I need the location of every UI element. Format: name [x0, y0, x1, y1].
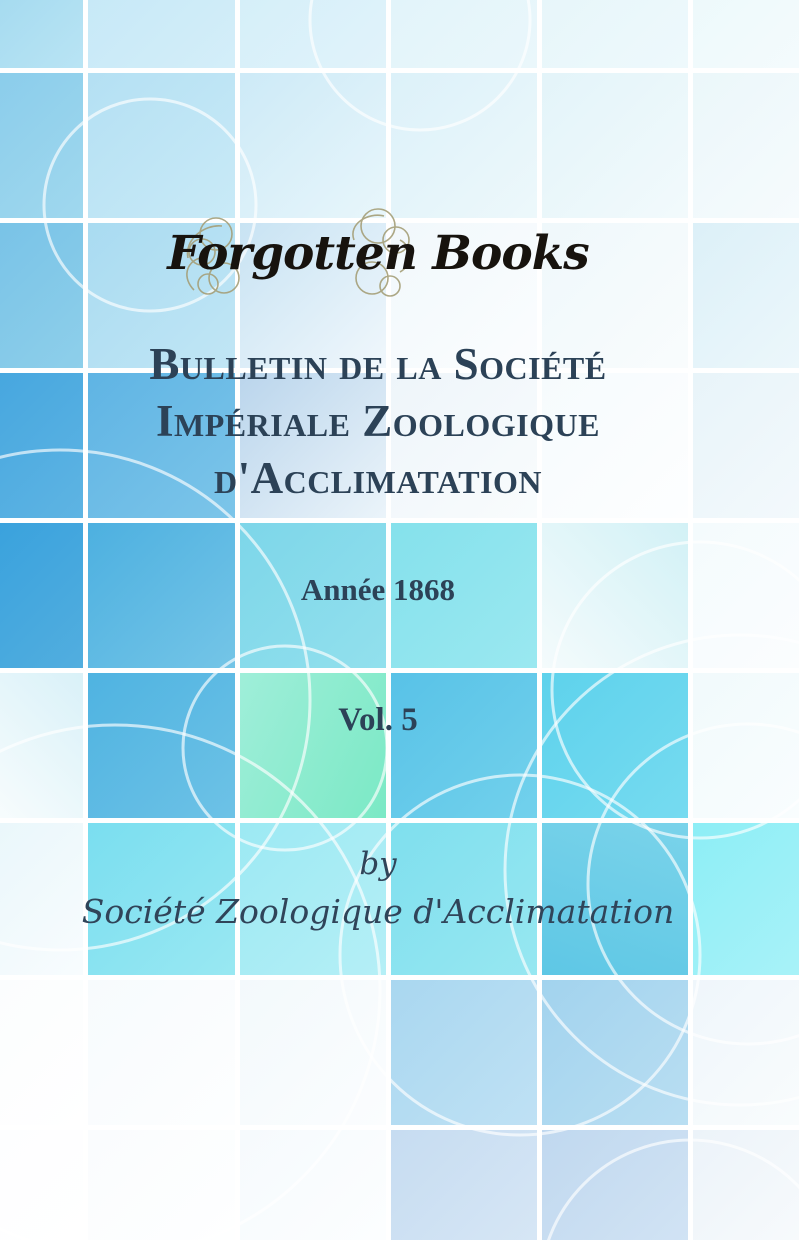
bg-cell-r0-c1 — [88, 0, 235, 68]
bg-cell-r7-c1 — [88, 980, 235, 1125]
bg-cell-r3-c4 — [542, 373, 688, 518]
bg-cell-r6-c4 — [542, 823, 688, 975]
bg-cell-r5-c2 — [240, 673, 386, 818]
bg-cell-r5-c3 — [391, 673, 537, 818]
bg-cell-r1-c4 — [542, 73, 688, 218]
bg-cell-r6-c2 — [240, 823, 386, 975]
bg-cell-r7-c4 — [542, 980, 688, 1125]
bg-cell-r3-c2 — [240, 373, 386, 518]
bg-cell-r8-c3 — [391, 1130, 537, 1240]
volume-label: Vol. 5 — [338, 702, 418, 738]
bg-cell-r0-c4 — [542, 0, 688, 68]
bg-cell-r0-c5 — [693, 0, 799, 68]
bg-cell-r2-c4 — [542, 223, 688, 368]
bg-cell-r3-c3 — [391, 373, 537, 518]
bg-cell-r6-c3 — [391, 823, 537, 975]
book-subtitle: Année 1868 — [300, 572, 456, 607]
bg-cell-r0-c0 — [0, 0, 83, 68]
bg-cell-r4-c4 — [542, 523, 688, 668]
bg-cell-r2-c1 — [88, 223, 235, 368]
bg-cell-r4-c0 — [0, 523, 83, 668]
author-name: Société Zoologique d'Acclimatation — [81, 892, 675, 931]
bg-cell-r1-c1 — [88, 73, 235, 218]
publisher-logo-text: Forgotten Books — [167, 226, 589, 281]
bg-cell-r3-c1 — [88, 373, 235, 518]
bg-cell-r3-c0 — [0, 373, 83, 518]
bg-cell-r4-c1 — [88, 523, 235, 668]
bg-cell-r8-c1 — [88, 1130, 235, 1240]
bg-cell-r7-c0 — [0, 980, 83, 1125]
bg-cell-r1-c5 — [693, 73, 799, 218]
bg-cell-r2-c3 — [391, 223, 537, 368]
bg-cell-r3-c5 — [693, 373, 799, 518]
byline-word: by — [359, 846, 397, 882]
bg-cell-r1-c0 — [0, 73, 83, 218]
bg-cell-r5-c4 — [542, 673, 688, 818]
bg-cell-r4-c5 — [693, 523, 799, 668]
bg-cell-r1-c3 — [391, 73, 537, 218]
bg-cell-r7-c2 — [240, 980, 386, 1125]
bg-cell-r8-c0 — [0, 1130, 83, 1240]
bg-cell-r2-c0 — [0, 223, 83, 368]
bg-cell-r8-c4 — [542, 1130, 688, 1240]
bg-cell-r2-c5 — [693, 223, 799, 368]
bg-cell-r6-c1 — [88, 823, 235, 975]
bg-cell-r4-c2 — [240, 523, 386, 668]
bg-cell-r6-c5 — [693, 823, 799, 975]
bg-cell-r0-c3 — [391, 0, 537, 68]
bg-cell-r1-c2 — [240, 73, 386, 218]
book-title-text: Bulletin de la Société Impériale Zoologique d'Acclimatation — [149, 339, 607, 503]
bg-cell-r5-c1 — [88, 673, 235, 818]
bg-cell-r8-c5 — [693, 1130, 799, 1240]
bg-cell-r0-c2 — [240, 0, 386, 68]
bg-cell-r2-c2 — [240, 223, 386, 368]
bg-cell-r6-c0 — [0, 823, 83, 975]
bg-cell-r8-c2 — [240, 1130, 386, 1240]
bg-cell-r7-c3 — [391, 980, 537, 1125]
bg-cell-r7-c5 — [693, 980, 799, 1125]
bg-cell-r5-c5 — [693, 673, 799, 818]
bg-cell-r4-c3 — [391, 523, 537, 668]
bg-cell-r5-c0 — [0, 673, 83, 818]
